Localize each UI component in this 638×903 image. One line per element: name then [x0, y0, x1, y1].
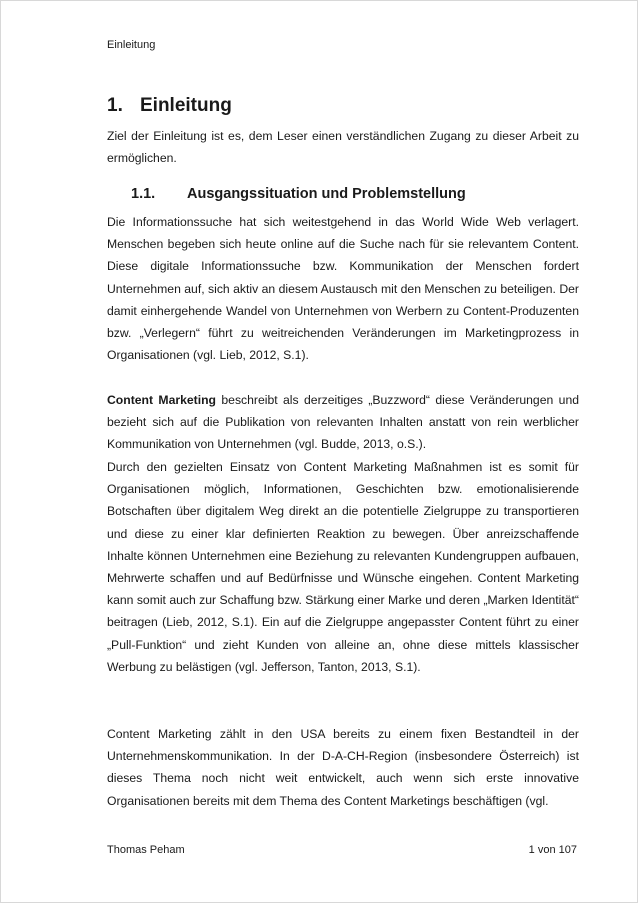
- chapter-number: 1.: [107, 95, 123, 116]
- footer-author: Thomas Peham: [107, 844, 185, 856]
- paragraph-4: Content Marketing zählt in den USA bereits zu einem fixen Bestandteil in der Unternehmenskommunikation. In der D-A-CH-Region (insbesondere Österreich) ist dieses Thema noch nicht weit entwickelt, auch wenn sich erste innovative Organisationen bereits mit dem Thema des Content Marketings beschäftigen (vgl.: [107, 727, 579, 808]
- paragraph-2: [107, 389, 579, 456]
- section-number: 1.1.: [131, 186, 156, 202]
- paragraph-2-text: beschreibt als derzeitiges „Buzzword“ diese Veränderungen und bezieht sich auf die Publikation von relevanten Inhalten anstatt von rein werblicher Kommunikation von Unternehmen (vgl. Budde, 2013, o.S.).: [107, 393, 579, 452]
- section-title: Ausgangssituation und Problemstellung: [187, 186, 466, 202]
- footer-page-number: 1 von 107: [528, 844, 577, 856]
- chapter-title: Einleitung: [140, 95, 232, 116]
- paragraph-3: Durch den gezielten Einsatz von Content Marketing Maßnahmen ist es somit für Organisationen möglich, Informationen, Geschichten bzw. emotionalisierende Botschaften über digitalem Weg direkt an die potentielle Zielgruppe zu transportieren und diese zu einer klar definierten Reaktion zu bewegen. Über anreizschaffende Inhalte können Unternehmen eine Beziehung zu relevanten Kundengruppen aufbauen, Mehrwerte schaffen und auf Bedürfnisse und Wünsche eingehen. Content Marketing kann somit auch zur Schaffung bzw. Stärkung einer Marke und deren „Marken Identität“ beitragen (Lieb, 2012, S.1). Ein auf die Zielgruppe angepasster Content führt zu einer „Pull-Funktion“ und zieht Kunden von alleine an, ohne diese mittels klassischer Werbung zu belästigen (vgl. Jefferson, Tanton, 2013, S.1).: [107, 460, 579, 674]
- intro-paragraph: Ziel der Einleitung ist es, dem Leser einen verständlichen Zugang zu dieser Arbeit zu ermöglichen.: [107, 129, 579, 166]
- section-heading: [131, 186, 466, 202]
- paragraph-1: Die Informationssuche hat sich weitestgehend in das World Wide Web verlagert. Menschen begeben sich heute online auf die Suche nach für sie relevantem Content. Diese digitale Informationssuche bzw. Kommunikation der Menschen fordert Unternehmen auf, sich aktiv an diesem Austausch mit den Menschen zu beteiligen. Der damit einhergehende Wandel von Unternehmen von Werbern zu Content-Produzenten bzw. „Verlegern“ führt zu weitreichenden Veränderungen im Marketingprozess in Organisationen (vgl. Lieb, 2012, S.1).: [107, 215, 579, 363]
- chapter-heading: [107, 95, 232, 117]
- paragraph-2-bold-term: Content Marketing: [107, 393, 216, 407]
- running-header: Einleitung: [107, 39, 156, 51]
